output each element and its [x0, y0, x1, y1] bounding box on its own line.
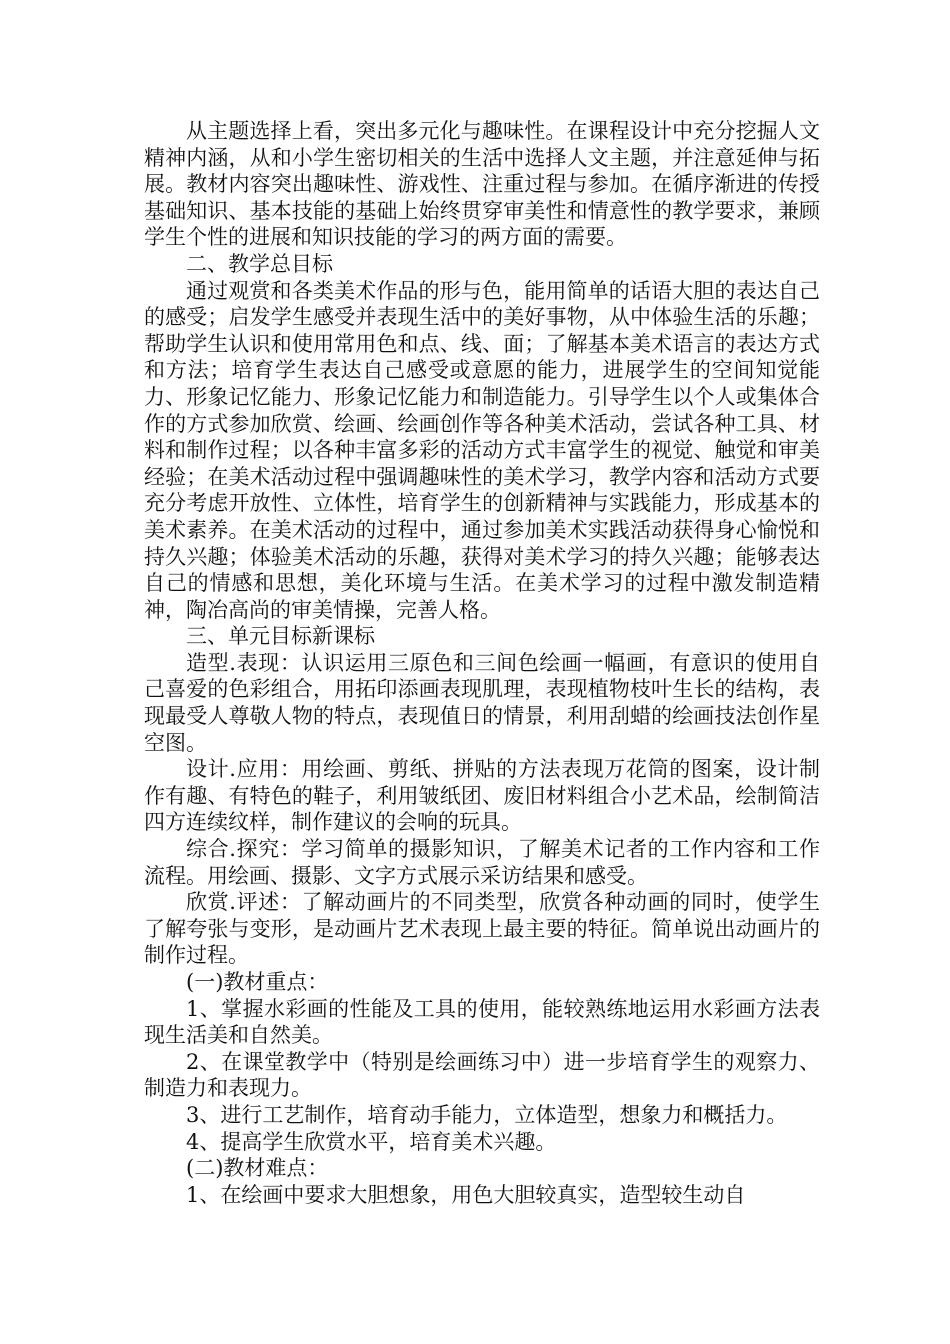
heading-overall-goals: 二、教学总目标 — [186, 251, 333, 276]
heading-difficulties: (二)教材难点： — [186, 1156, 329, 1181]
heading-unit-goals: 三、单元目标新课标 — [186, 624, 375, 649]
document-body — [144, 118, 820, 1208]
paragraph-design-application: 设计.应用：用绘画、剪纸、拼贴的方法表现万花筒的图案，设计制作有趣、有特色的鞋子，利用皱纸团、废旧材料组合小艺术品，绘制简洁四方连续纹样，制作建议的会响的玩具。 — [144, 757, 820, 835]
paragraph-synthesis-inquiry: 综合.探究：学习简单的摄影知识，了解美术记者的工作内容和工作流程。用绘画、摄影、文字方式展示采访结果和感受。 — [144, 837, 820, 888]
list-item-key-point-2: 2、在课堂教学中（特别是绘画练习中）进一步培育学生的观察力、制造力和表现力。 — [144, 1049, 820, 1101]
list-item-key-point-4: 4、提高学生欣赏水平，培育美术兴趣。 — [186, 1129, 557, 1154]
list-item-key-point-1: 1、掌握水彩画的性能及工具的使用，能较熟练地运用水彩画方法表现生活美和自然美。 — [144, 996, 820, 1048]
list-item-difficulty-1: 1、在绘画中要求大胆想象，用色大胆较真实，造型较生动自 — [186, 1182, 746, 1207]
heading-key-points: (一)教材重点： — [186, 970, 329, 994]
paragraph-theme-selection: 从主题选择上看，突出多元化与趣味性。在课程设计中充分挖掘人文精神内涵，从和小学生密切相关的生活中选择人文主题，并注意延伸与拓展。教材内容突出趣味性、游戏性、注重过程与参加。在循序渐进的传授基础知识、基本技能的基础上始终贯穿审美性和情意性的教学要求，兼顾学生个性的进展和知识技能的学习的两方面的需要。 — [144, 119, 820, 250]
paragraph-overall-goals: 通过观赏和各类美术作品的形与色，能用简单的话语大胆的表达自己的感受；启发学生感受并表现生活中的美好事物，从中体验生活的乐趣；帮助学生认识和使用常用色和点、线、面；了解基本美术语言的表达方式和方法；培育学生表达自己感受或意愿的能力，进展学生的空间知觉能力、形象记忆能力、形象记忆能力和制造能力。引导学生以个人或集体合作的方式参加欣赏、绘画、绘画创作等各种美术活动，尝试各种工具、材料和制作过程；以各种丰富多彩的活动方式丰富学生的视觉、触觉和审美经验；在美术活动过程中强调趣味性的美术学习，教学内容和活动方式要充分考虑开放性、立体性，培育学生的创新精神与实践能力，形成基本的美术素养。在美术活动的过程中，通过参加美术实践活动获得身心愉悦和持久兴趣；体验美术活动的乐趣，获得对美术学习的持久兴趣；能够表达自己的情感和思想，美化环境与生活。在美术学习的过程中激发制造精神，陶冶高尚的审美情操，完善人格。 — [144, 278, 820, 622]
paragraph-appreciation-review: 欣赏.评述：了解动画片的不同类型，欣赏各种动画的同时，使学生了解夸张与变形，是动画片艺术表现上最主要的特征。简单说出动画片的制作过程。 — [144, 890, 820, 968]
list-item-key-point-3: 3、进行工艺制作，培育动手能力，立体造型，想象力和概括力。 — [186, 1102, 788, 1127]
paragraph-modeling-expression: 造型.表现：认识运用三原色和三间色绘画一幅画，有意识的使用自己喜爱的色彩组合，用拓印添画表现肌理，表现植物枝叶生长的结构，表现最受人尊敬人物的特点，表现值日的情景，利用刮蜡的绘画技法创作星空图。 — [144, 650, 820, 755]
